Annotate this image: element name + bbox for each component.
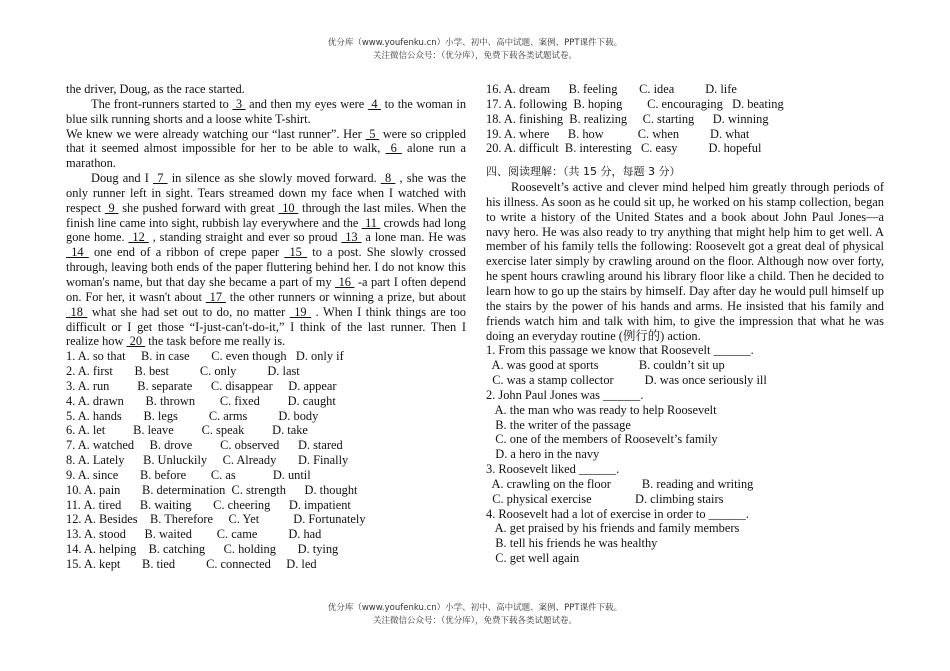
passage-paragraph-3 [66, 127, 466, 172]
option-row: 1. A. so that B. in case C. even though D. only if [66, 349, 344, 364]
cloze-blank: 9 [104, 200, 119, 215]
cloze-blank: 5 [365, 126, 380, 141]
question-options: C. was a stamp collector D. was once seriously ill [486, 373, 767, 388]
passage-text: one end of a ribbon of crepe paper [88, 245, 285, 260]
option-row: 9. A. since B. before C. as D. until [66, 467, 311, 482]
question-option: C. get well again [486, 551, 580, 566]
option-row: 13. A. stood B. waited C. came D. had [66, 527, 322, 542]
passage-text: , standing straight and ever so proud [148, 230, 342, 245]
cloze-blank: 13 [341, 230, 362, 245]
right-column [486, 82, 884, 566]
cloze-options-left [66, 349, 466, 572]
option-row: 11. A. tired B. waiting C. cheering D. impatient [66, 497, 351, 512]
question-stem: 1. From this passage we know that Roosevelt ______. [486, 343, 754, 358]
passage-paragraph-1: the driver, Doug, as the race started. [66, 82, 245, 96]
option-row: 14. A. helping B. catching C. holding D. tying [66, 542, 339, 557]
cloze-blank: 8 [380, 171, 396, 186]
option-row: 16. A. dream B. feeling C. idea D. life [486, 82, 737, 96]
passage-text: . When I think things are too difficult or I get those “I-just-can't-do-it,” I think of the last runner. Then I realize how [66, 304, 466, 349]
header-line-1: 优分库（www.youfenku.cn）小学、初中、高中试题、案例、PPT课件下载。 [327, 38, 623, 48]
cloze-blank: 4 [367, 96, 382, 111]
passage-text: We knew we were already watching our “last runner”. Her [66, 126, 366, 141]
question-stem: 3. Roosevelt liked ______. [486, 462, 620, 477]
option-row: 2. A. first B. best C. only D. last [66, 364, 300, 379]
question-options: A. was good at sports B. couldn’t sit up [486, 358, 725, 373]
question-option: B. the writer of the passage [486, 417, 631, 432]
passage-text: -a part I often depend on. For her, it wasn't about [66, 274, 466, 304]
option-row: 8. A. Lately B. Unluckily C. Already D. Finally [66, 453, 349, 468]
question-option: D. a hero in the navy [486, 447, 600, 462]
cloze-options-right [486, 82, 884, 156]
question-2 [486, 388, 884, 462]
passage-text: in silence as she slowly moved forward. [167, 171, 381, 186]
page-header [0, 37, 950, 63]
reading-passage: Roosevelt’s active and clever mind helped him greatly through periods of his illness. As soon as he could sit up, he worked on his stamp collection, began to write a history of the United States and a book about John Paul Jones—a navy hero. He was also ready to try anything that might help him to get well. A member of his family tells the following: Roosevelt got a great deal of physical exercise later simply by crawling around on the floor. Although now over forty, he spent hours crawling around his library floor like a child. Then he decided to learn how to go up the stairs by himself. Day after day he would pull himself up the stairs by the power of his hands and arms. He insisted that his family and friends watch him and talk with him, to give the impression that what he was doing an everyday routine (例行的) action. [486, 180, 884, 343]
question-stem: 4. Roosevelt had a lot of exercise in order to ______. [486, 506, 749, 521]
passage-text: and then my eyes were [245, 96, 368, 111]
passage-text: the task before me really is. [145, 334, 286, 349]
footer-line-1: 优分库（www.youfenku.cn）小学、初中、高中试题、案例、PPT课件下载。 [327, 603, 623, 613]
passage-text: a lone man. He was [361, 230, 466, 245]
question-option: A. the man who was ready to help Roosevelt [486, 402, 717, 417]
passage-paragraph-4 [66, 171, 466, 349]
left-column [66, 82, 466, 572]
question-stem: 2. John Paul Jones was ______. [486, 387, 644, 402]
cloze-blank: 12 [128, 230, 149, 245]
cloze-blank: 16 [335, 274, 355, 289]
cloze-blank: 10 [278, 200, 299, 215]
passage-text: what she had set out to do, no matter [87, 304, 290, 319]
question-3 [486, 462, 884, 507]
question-option: C. one of the members of Roosevelt’s family [486, 432, 718, 447]
passage-paragraph-2 [66, 97, 466, 127]
option-row: 18. A. finishing B. realizing C. starting D. winning [486, 111, 769, 126]
cloze-blank: 3 [232, 96, 246, 111]
passage-text: through the last miles. When the finish line came into sight, rubbish lay everywhere and the [66, 200, 467, 230]
option-row: 5. A. hands B. legs C. arms D. body [66, 408, 319, 423]
passage-text: alone run a marathon. [66, 141, 466, 171]
cloze-blank: 19 [289, 304, 312, 319]
footer-line-2: 关注微信公众号：（优分库），免费下载各类试题试卷。 [372, 616, 577, 626]
passage-text: The front-runners started to [91, 96, 233, 111]
option-row: 6. A. let B. leave C. speak D. take [66, 423, 308, 438]
passage-text: she pushed forward with great [118, 200, 279, 215]
option-row: 12. A. Besides B. Therefore C. Yet D. Fortunately [66, 512, 366, 527]
question-option: B. tell his friends he was healthy [486, 536, 658, 551]
passage-text: the other runners or winning a prize, but about [225, 289, 466, 304]
passage-text: to a post. She slowly crossed through, leaving both ends of the paper fluttering behind her. I do not know this woman's name, but that day she became a part of my [66, 245, 466, 289]
option-row: 4. A. drawn B. thrown C. fixed D. caught [66, 393, 336, 408]
page-footer [0, 602, 950, 628]
passage-text: Doug and I [91, 171, 154, 186]
section-title-reading: 四、阅读理解：（共 15 分，每题 3 分） [486, 165, 681, 179]
option-row: 3. A. run B. separate C. disappear D. appear [66, 378, 337, 393]
passage-text: crowds had long gone home. [66, 215, 466, 245]
question-options: C. physical exercise D. climbing stairs [486, 491, 724, 506]
cloze-blank: 11 [361, 215, 381, 230]
cloze-blank: 18 [66, 304, 88, 319]
cloze-blank: 20 [126, 334, 146, 349]
passage-text: , she was the only runner left in sight. Tears streamed down my face when I watched with respect [66, 171, 467, 215]
question-1 [486, 343, 884, 388]
cloze-blank: 7 [153, 171, 168, 186]
option-row: 17. A. following B. hoping C. encouraging D. beating [486, 96, 784, 111]
option-row: 7. A. watched B. drove C. observed D. stared [66, 438, 343, 453]
passage-text: to the woman in blue silk running shorts and a loose white T-shirt. [66, 96, 467, 126]
question-option: A. get praised by his friends and family members [486, 521, 740, 536]
question-options: A. crawling on the floor B. reading and writing [486, 476, 754, 491]
option-row: 15. A. kept B. tied C. connected D. led [66, 557, 317, 571]
question-4 [486, 507, 884, 566]
option-row: 19. A. where B. how C. when D. what [486, 126, 750, 141]
passage-text: were so crippled that it seemed almost impossible for her to be able to walk, [66, 126, 466, 156]
cloze-blank: 14 [66, 245, 89, 260]
cloze-blank: 15 [284, 245, 308, 260]
option-row: 20. A. difficult B. interesting C. easy D. hopeful [486, 141, 762, 156]
cloze-blank: 6 [385, 141, 402, 156]
header-line-2: 关注微信公众号：（优分库），免费下载各类试题试卷。 [372, 51, 577, 61]
option-row: 10. A. pain B. determination C. strength D. thought [66, 482, 358, 497]
cloze-blank: 17 [205, 289, 226, 304]
